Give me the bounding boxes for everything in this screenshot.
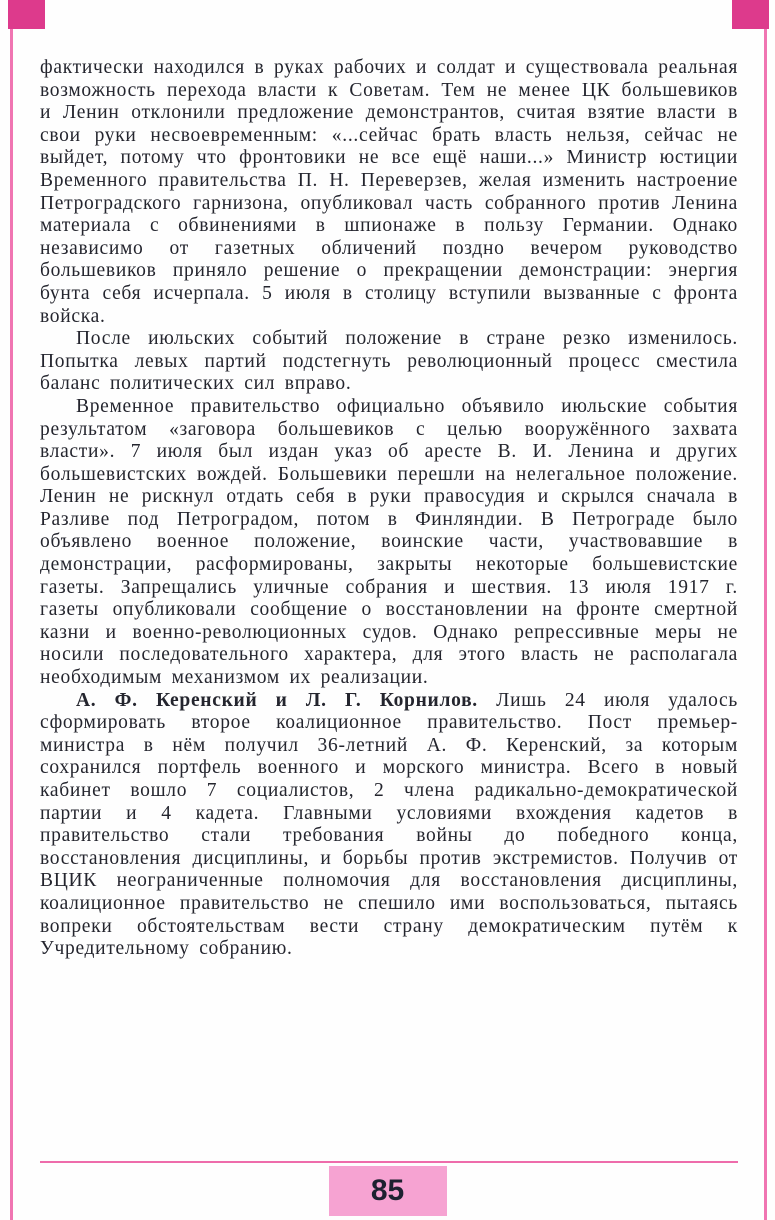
page-edge-line-right <box>764 0 767 1220</box>
paragraph-text: Лишь 24 июля удалось сформировать второе коалиционное правительство. Пост премьер-министра в нём получил 36-летний А. Ф. Керенский, за которым сохранился портфель военного и морского министра. Всего в новый кабинет вошло 7 социалистов, 2 члена радикально-демократической партии и 4 кадета. Главными условиями вхождения кадетов в правительство стали требования войны до победного конца, восстановления дисциплины, и борьбы против экстремистов. Получив от ВЦИК неограниченные полномочия для восстановления дисциплины, коалиционное правительство не спешило ими воспользоваться, пытаясь вопреки обстоятельствам вести страну демократическим путём к Учредительному собранию. <box>40 689 738 960</box>
page-edge-line-left <box>10 0 13 1220</box>
corner-mark-top-left <box>8 0 45 29</box>
paragraph-lead-bold: А. Ф. Керенский и Л. Г. Корнилов. <box>76 689 478 711</box>
paragraph: Временное правительство официально объявило июльские события результатом «заговора большевиков с целью вооружённого захвата власти». 7 июля был издан указ об аресте В. И. Ленина и других большевистских вождей. Большевики перешли на нелегальное положение. Ленин не рискнул отдать себя в руки правосудия и скрылся сначала в Разливе под Петроградом, потом в Финляндии. В Петрограде было объявлено военное положение, воинские части, участвовавшие в демонстрации, расформированы, закрыты некоторые большевистские газеты. Запрещались уличные собрания и шествия. 13 июля 1917 г. газеты опубликовали сообщение о восстановлении на фронте смертной казни и военно-революционных судов. Однако репрессивные меры не носили последовательного характера, для этого власть не располагала необходимым механизмом их реализации. <box>40 395 738 689</box>
page-number-box <box>329 1166 447 1216</box>
paragraph: После июльских событий положение в стране резко изменилось. Попытка левых партий подстегнуть революционный процесс сместила баланс политических сил вправо. <box>40 328 738 395</box>
page-number: 85 <box>370 1174 405 1207</box>
paragraph: фактически находился в руках рабочих и солдат и существовала реальная возможность перехода власти к Советам. Тем не менее ЦК большевиков и Ленин отклонили предложение демонстрантов, считая взятие власти в свои руки несвоевременным: «...сейчас брать власть нельзя, сейчас не выйдет, потому что фронтовики не все ещё наши...» Министр юстиции Временного правительства П. Н. Переверзев, желая изменить настроение Петроградского гарнизона, опубликовал часть собранного против Ленина материала с обвинениями в шпионаже в пользу Германии. Однако независимо от газетных обличений поздно вечером руководство большевиков приняло решение о прекращении демонстрации: энергия бунта себя исчерпала. 5 июля в столицу вступили вызванные с фронта войска. <box>40 57 738 327</box>
footer-rule <box>40 1161 738 1163</box>
paragraph <box>40 690 738 961</box>
corner-mark-top-right <box>732 0 769 29</box>
page-text <box>40 57 738 961</box>
